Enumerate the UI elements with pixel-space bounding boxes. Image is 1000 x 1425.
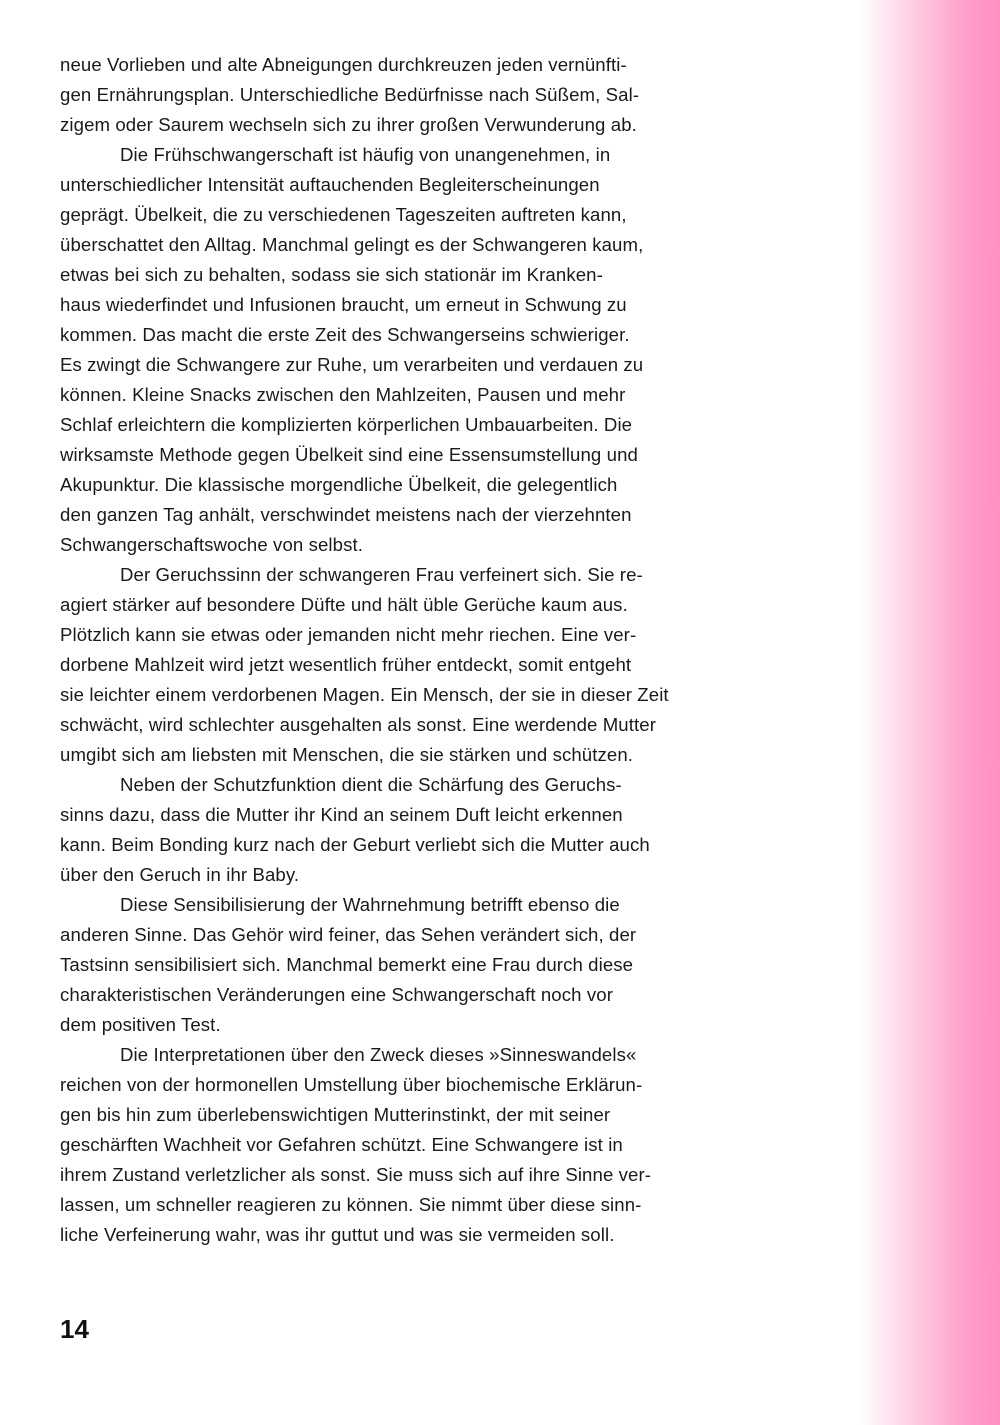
text-line: neue Vorlieben und alte Abneigungen durchkreuzen jeden vernünfti- bbox=[60, 54, 627, 75]
text-line: zigem oder Saurem wechseln sich zu ihrer großen Verwunderung ab. bbox=[60, 114, 637, 135]
paragraph-start-line: Neben der Schutzfunktion dient die Schärfung des Geruchs- bbox=[120, 774, 622, 795]
text-line: liche Verfeinerung wahr, was ihr guttut und was sie vermeiden soll. bbox=[60, 1224, 615, 1245]
text-line: über den Geruch in ihr Baby. bbox=[60, 864, 300, 885]
text-line: anderen Sinne. Das Gehör wird feiner, das Sehen verändert sich, der bbox=[60, 924, 637, 945]
text-line: können. Kleine Snacks zwischen den Mahlzeiten, Pausen und mehr bbox=[60, 384, 626, 405]
text-line: überschattet den Alltag. Manchmal gelingt es der Schwangeren kaum, bbox=[60, 234, 644, 255]
text-line: lassen, um schneller reagieren zu können. Sie nimmt über diese sinn- bbox=[60, 1194, 642, 1215]
text-line: Akupunktur. Die klassische morgendliche Übelkeit, die gelegentlich bbox=[60, 474, 618, 495]
text-line: gen Ernährungsplan. Unterschiedliche Bedürfnisse nach Süßem, Sal- bbox=[60, 84, 640, 105]
paragraph-start-line: Der Geruchssinn der schwangeren Frau verfeinert sich. Sie re- bbox=[120, 564, 643, 585]
paragraph-start-line: Die Interpretationen über den Zweck dieses »Sinneswandels« bbox=[120, 1044, 637, 1065]
text-line: sinns dazu, dass die Mutter ihr Kind an seinem Duft leicht erkennen bbox=[60, 804, 623, 825]
text-line: ihrem Zustand verletzlicher als sonst. Sie muss sich auf ihre Sinne ver- bbox=[60, 1164, 652, 1185]
text-line: Plötzlich kann sie etwas oder jemanden nicht mehr riechen. Eine ver- bbox=[60, 624, 637, 645]
text-line: Tastsinn sensibilisiert sich. Manchmal bemerkt eine Frau durch diese bbox=[60, 954, 634, 975]
text-line: schwächt, wird schlechter ausgehalten als sonst. Eine werdende Mutter bbox=[60, 714, 657, 735]
text-line: geprägt. Übelkeit, die zu verschiedenen Tageszeiten auftreten kann, bbox=[60, 204, 627, 225]
text-line: agiert stärker auf besondere Düfte und hält üble Gerüche kaum aus. bbox=[60, 594, 628, 615]
text-line: etwas bei sich zu behalten, sodass sie sich stationär im Kranken- bbox=[60, 264, 603, 285]
text-line: gen bis hin zum überlebenswichtigen Mutterinstinkt, der mit seiner bbox=[60, 1104, 611, 1125]
text-line: Schwangerschaftswoche von selbst. bbox=[60, 534, 364, 555]
paragraph-start-line: Diese Sensibilisierung der Wahrnehmung betrifft ebenso die bbox=[120, 894, 620, 915]
pink-edge-gradient bbox=[860, 0, 1000, 1425]
text-line: geschärften Wachheit vor Gefahren schützt. Eine Schwangere ist in bbox=[60, 1134, 623, 1155]
text-line: unterschiedlicher Intensität auftauchenden Begleiterscheinungen bbox=[60, 174, 600, 195]
text-line: reichen von der hormonellen Umstellung über biochemische Erklärun- bbox=[60, 1074, 643, 1095]
text-line: kann. Beim Bonding kurz nach der Geburt verliebt sich die Mutter auch bbox=[60, 834, 650, 855]
text-line: sie leichter einem verdorbenen Magen. Ein Mensch, der sie in dieser Zeit bbox=[60, 684, 669, 705]
text-line: dem positiven Test. bbox=[60, 1014, 221, 1035]
text-line: wirksamste Methode gegen Übelkeit sind eine Essensumstellung und bbox=[60, 444, 638, 465]
text-line: kommen. Das macht die erste Zeit des Schwangerseins schwieriger. bbox=[60, 324, 630, 345]
text-line: Schlaf erleichtern die komplizierten körperlichen Umbauarbeiten. Die bbox=[60, 414, 633, 435]
paragraph-start-line: Die Frühschwangerschaft ist häufig von unangenehmen, in bbox=[120, 144, 611, 165]
text-line: den ganzen Tag anhält, verschwindet meistens nach der vierzehnten bbox=[60, 504, 632, 525]
text-line: dorbene Mahlzeit wird jetzt wesentlich früher entdeckt, somit entgeht bbox=[60, 654, 632, 675]
body-text bbox=[60, 50, 700, 1250]
text-line: charakteristischen Veränderungen eine Schwangerschaft noch vor bbox=[60, 984, 613, 1005]
text-line: haus wiederfindet und Infusionen braucht, um erneut in Schwung zu bbox=[60, 294, 627, 315]
page-number: 14 bbox=[60, 1314, 89, 1344]
text-line: umgibt sich am liebsten mit Menschen, die sie stärken und schützen. bbox=[60, 744, 634, 765]
text-line: Es zwingt die Schwangere zur Ruhe, um verarbeiten und verdauen zu bbox=[60, 354, 644, 375]
